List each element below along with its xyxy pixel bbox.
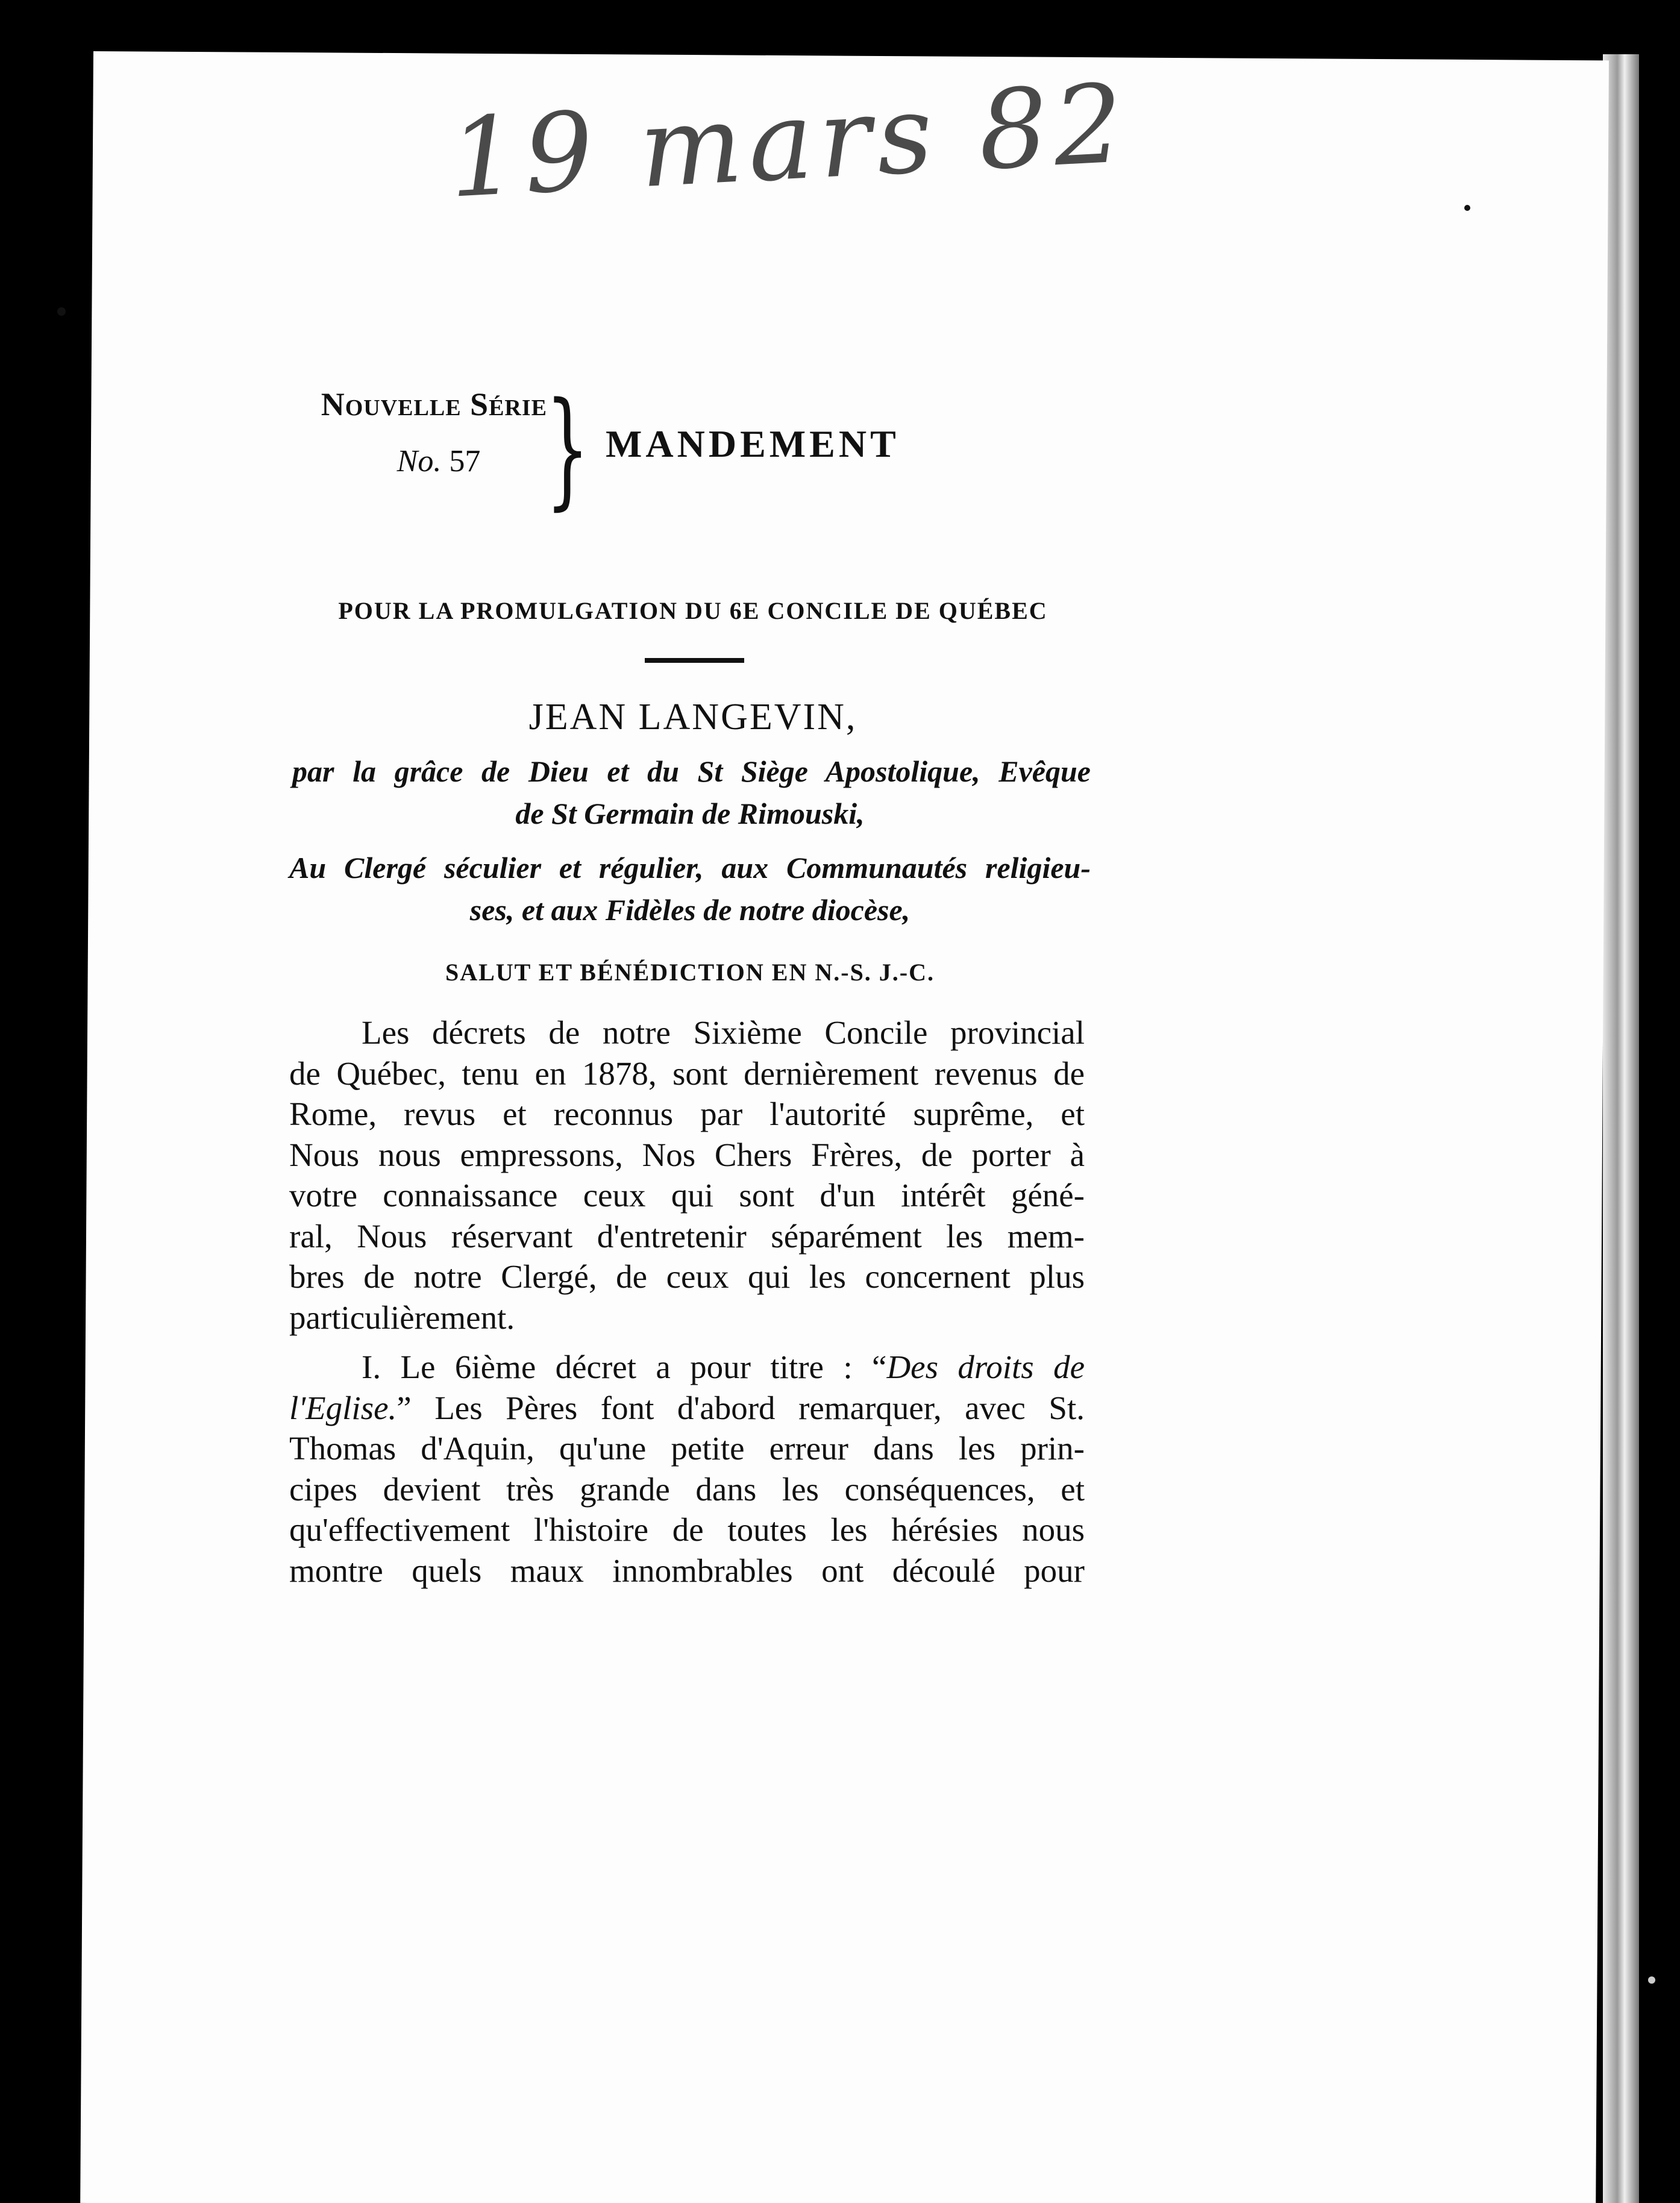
text-line: montre quels maux innombrables ont découlé pour <box>289 1552 1085 1589</box>
text-line: Les décrets de notre Sixième Concile provincial <box>362 1014 1085 1051</box>
body-text <box>289 1012 1085 1600</box>
text-line: Thomas d'Aquin, qu'une petite erreur dans les prin- <box>289 1430 1085 1467</box>
paragraph-2 <box>289 1347 1085 1591</box>
handwritten-date: 19 mars 82 <box>446 60 1132 222</box>
text-line: votre connaissance ceux qui sont d'un intérêt géné- <box>289 1177 1085 1214</box>
paragraph-1 <box>289 1012 1085 1338</box>
document-title: MANDEMENT <box>606 422 900 465</box>
text-line <box>289 1347 1085 1388</box>
text-line: qu'effectivement l'histoire de toutes les hérésies nous <box>289 1511 1085 1548</box>
text-line: ral, Nous réservant d'entretenir séparément les mem- <box>289 1217 1085 1255</box>
scan-speck <box>57 307 66 316</box>
series-number-line <box>294 443 547 479</box>
text-line: bres de notre Clergé, de ceux qui les concernent plus <box>289 1258 1085 1295</box>
series-number: 57 <box>449 444 481 478</box>
address-block <box>289 847 1091 931</box>
text-fragment: I. Le 6ième décret a pour titre : “ <box>362 1349 887 1385</box>
text-fragment: ” Les Pères font d'abord remarquer, avec St. <box>396 1389 1085 1426</box>
series-number-prefix: No. <box>396 444 442 478</box>
address-line: Au Clergé séculier et régulier, aux Communautés religieu- <box>289 851 1091 885</box>
page-edge <box>1603 54 1639 2203</box>
italic-title-fragment: l'Eglise. <box>289 1389 397 1426</box>
scan-speck <box>1648 1976 1655 1984</box>
series-block <box>294 386 547 479</box>
italic-title-fragment: Des droits de <box>886 1349 1085 1385</box>
address-line: ses, et aux Fidèles de notre diocèse, <box>469 893 911 927</box>
series-label: Nouvelle Série <box>321 386 547 422</box>
author-title-line: par la grâce de Dieu et du St Siège Apostolique, Evêque <box>292 754 1091 788</box>
scan-speck <box>1464 205 1470 211</box>
author-title <box>289 750 1091 835</box>
text-line: Nous nous empressons, Nos Chers Frères, de porter à <box>289 1136 1085 1173</box>
text-line: Rome, revus et reconnus par l'autorité suprême, et <box>289 1095 1085 1132</box>
text-line: cipes devient très grande dans les conséquences, et <box>289 1470 1085 1508</box>
divider-rule <box>645 658 744 663</box>
author-title-line: de St Germain de Rimouski, <box>515 797 865 830</box>
text-line: de Québec, tenu en 1878, sont dernièrement revenus de <box>289 1054 1085 1092</box>
salutation: SALUT ET BÉNÉDICTION EN N.-S. J.-C. <box>445 959 935 986</box>
author-name: JEAN LANGEVIN, <box>528 697 857 738</box>
text-line <box>289 1388 1085 1429</box>
brace-glyph: } <box>545 375 590 522</box>
text-line: particulièrement. <box>289 1299 515 1336</box>
document-subtitle: POUR LA PROMULGATION DU 6E CONCILE DE QUÉBEC <box>338 597 1048 624</box>
